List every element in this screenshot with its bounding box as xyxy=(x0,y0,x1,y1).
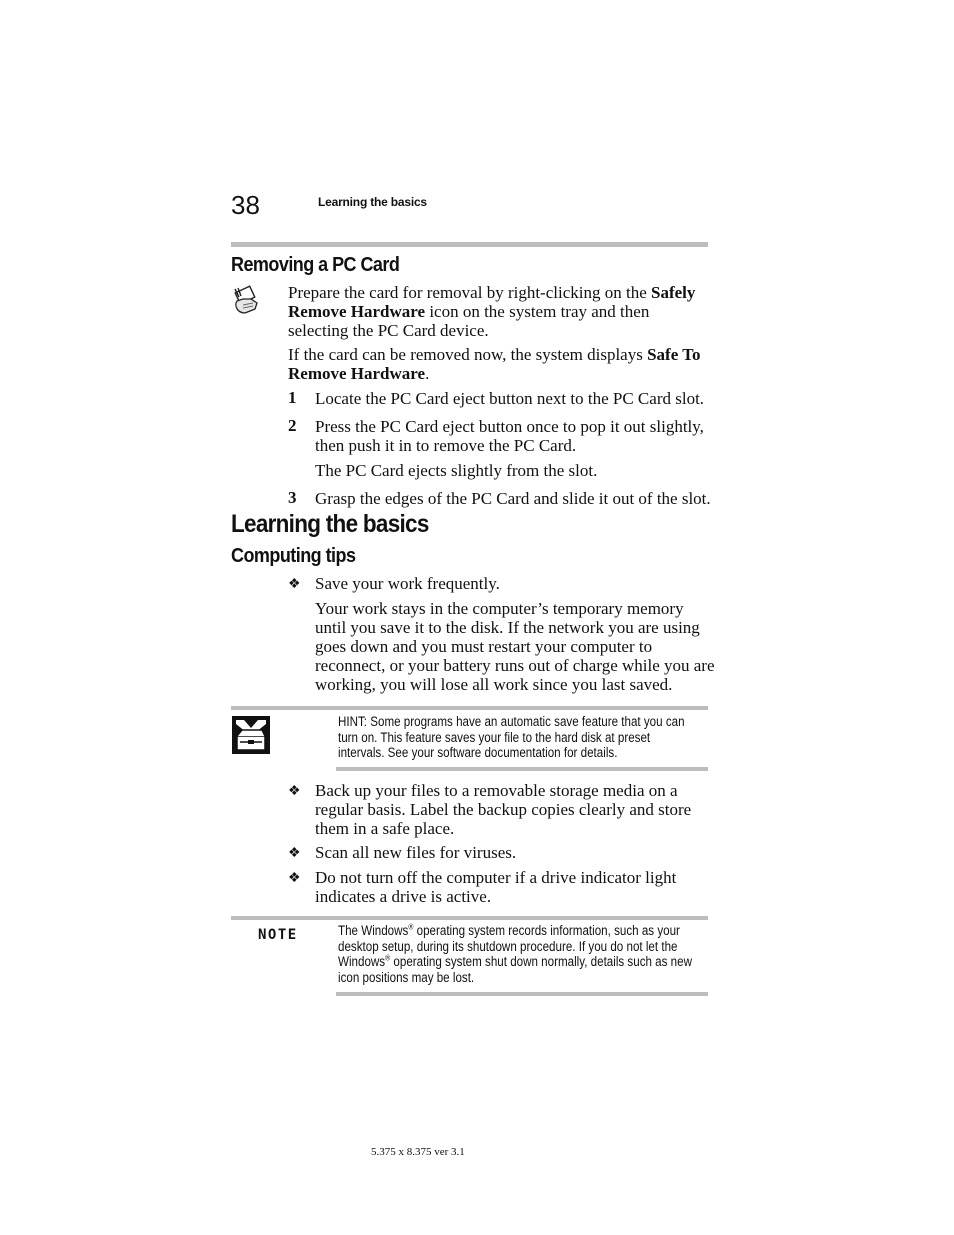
text-run: selecting the PC Card device. xyxy=(288,321,489,340)
hint-bottom-rule xyxy=(336,767,708,771)
text-run: them in a safe place. xyxy=(315,819,455,838)
registered-mark: ® xyxy=(385,953,391,963)
text-run: intervals. See your software documentation for details. xyxy=(338,745,618,760)
bullet-icon: ❖ xyxy=(288,577,301,592)
text-run: The Windows xyxy=(338,923,409,938)
text-run: until you save it to the disk. If the network you are using xyxy=(315,618,700,637)
text-run: Do not turn off the computer if a drive indicator light xyxy=(315,868,677,887)
tip-backup xyxy=(315,781,715,838)
section-title-removing: Removing a PC Card xyxy=(231,254,400,276)
tip-save-work: Save your work frequently. xyxy=(315,574,500,593)
hint-text xyxy=(338,714,699,761)
text-run: then push it in to remove the PC Card. xyxy=(315,436,577,455)
page-footer: 5.375 x 8.375 ver 3.1 xyxy=(371,1146,465,1158)
text-run: Back up your files to a removable storage media on a xyxy=(315,781,678,800)
bullet-icon: ❖ xyxy=(288,871,301,886)
removal-instructions xyxy=(288,283,718,340)
text-run: working, you will lose all work since you last saved. xyxy=(315,675,673,694)
bold-text: Safely xyxy=(651,283,696,302)
running-head: Learning the basics xyxy=(318,195,427,209)
section-title-learning: Learning the basics xyxy=(231,510,429,538)
text-run: reconnect, or your battery runs out of charge while you are xyxy=(315,656,715,675)
safe-to-remove-paragraph xyxy=(288,345,718,383)
text-run: goes down and you must restart your computer to xyxy=(315,637,653,656)
text-run: Your work stays in the computer’s temporary memory xyxy=(315,599,684,618)
bold-text: Safe To xyxy=(647,345,701,364)
text-run: HINT: Some programs have an automatic save feature that you can xyxy=(338,714,685,729)
text-run: Prepare the card for removal by right-clicking on the xyxy=(288,283,652,302)
page-number: 38 xyxy=(231,190,260,220)
text-run: If the card can be removed now, the system displays xyxy=(288,345,648,364)
text-run: . xyxy=(425,364,430,383)
text-run: operating system records information, such as your xyxy=(413,923,680,938)
bold-text: Remove Hardware xyxy=(288,302,426,321)
tip-save-work-detail xyxy=(315,599,715,694)
tip-scan: Scan all new files for viruses. xyxy=(315,843,517,862)
text-run: Press the PC Card eject button once to pop it out slightly, xyxy=(315,417,704,436)
step-3-text: Grasp the edges of the PC Card and slide it out of the slot. xyxy=(315,489,711,508)
step-2-text xyxy=(315,417,704,455)
tip-drive-light xyxy=(315,868,715,906)
step-2-result: The PC Card ejects slightly from the slot. xyxy=(315,461,598,480)
text-run: icon positions may be lost. xyxy=(338,969,475,985)
text-run: Windows xyxy=(338,954,386,969)
text-run: regular basis. Label the backup copies clearly and store xyxy=(315,800,692,819)
bullet-icon: ❖ xyxy=(288,784,301,799)
hint-toolbox-icon xyxy=(232,716,270,754)
section-divider xyxy=(231,242,708,247)
text-run: desktop setup, during its shutdown procedure. If you do not let the xyxy=(338,938,678,954)
text-run: icon on the system tray and then xyxy=(425,302,650,321)
hint-top-rule xyxy=(231,706,708,710)
step-number: 2 xyxy=(288,416,297,435)
step-number: 1 xyxy=(288,388,297,407)
text-run: indicates a drive is active. xyxy=(315,887,492,906)
note-top-rule xyxy=(231,916,708,920)
note-label: NOTE xyxy=(258,927,298,943)
text-run: operating system shut down normally, details such as new xyxy=(390,954,692,969)
bold-text: Remove Hardware xyxy=(288,364,426,383)
note-bottom-rule xyxy=(336,992,708,996)
subsection-title-computing-tips: Computing tips xyxy=(231,545,356,567)
registered-mark: ® xyxy=(408,922,414,932)
step-1-text: Locate the PC Card eject button next to the PC Card slot. xyxy=(315,389,705,408)
bullet-icon: ❖ xyxy=(288,846,301,861)
text-run: turn on. This feature saves your file to the hard disk at preset xyxy=(338,729,651,745)
step-number: 3 xyxy=(288,488,297,507)
hand-pointing-icon xyxy=(231,285,261,317)
note-text xyxy=(338,923,708,985)
